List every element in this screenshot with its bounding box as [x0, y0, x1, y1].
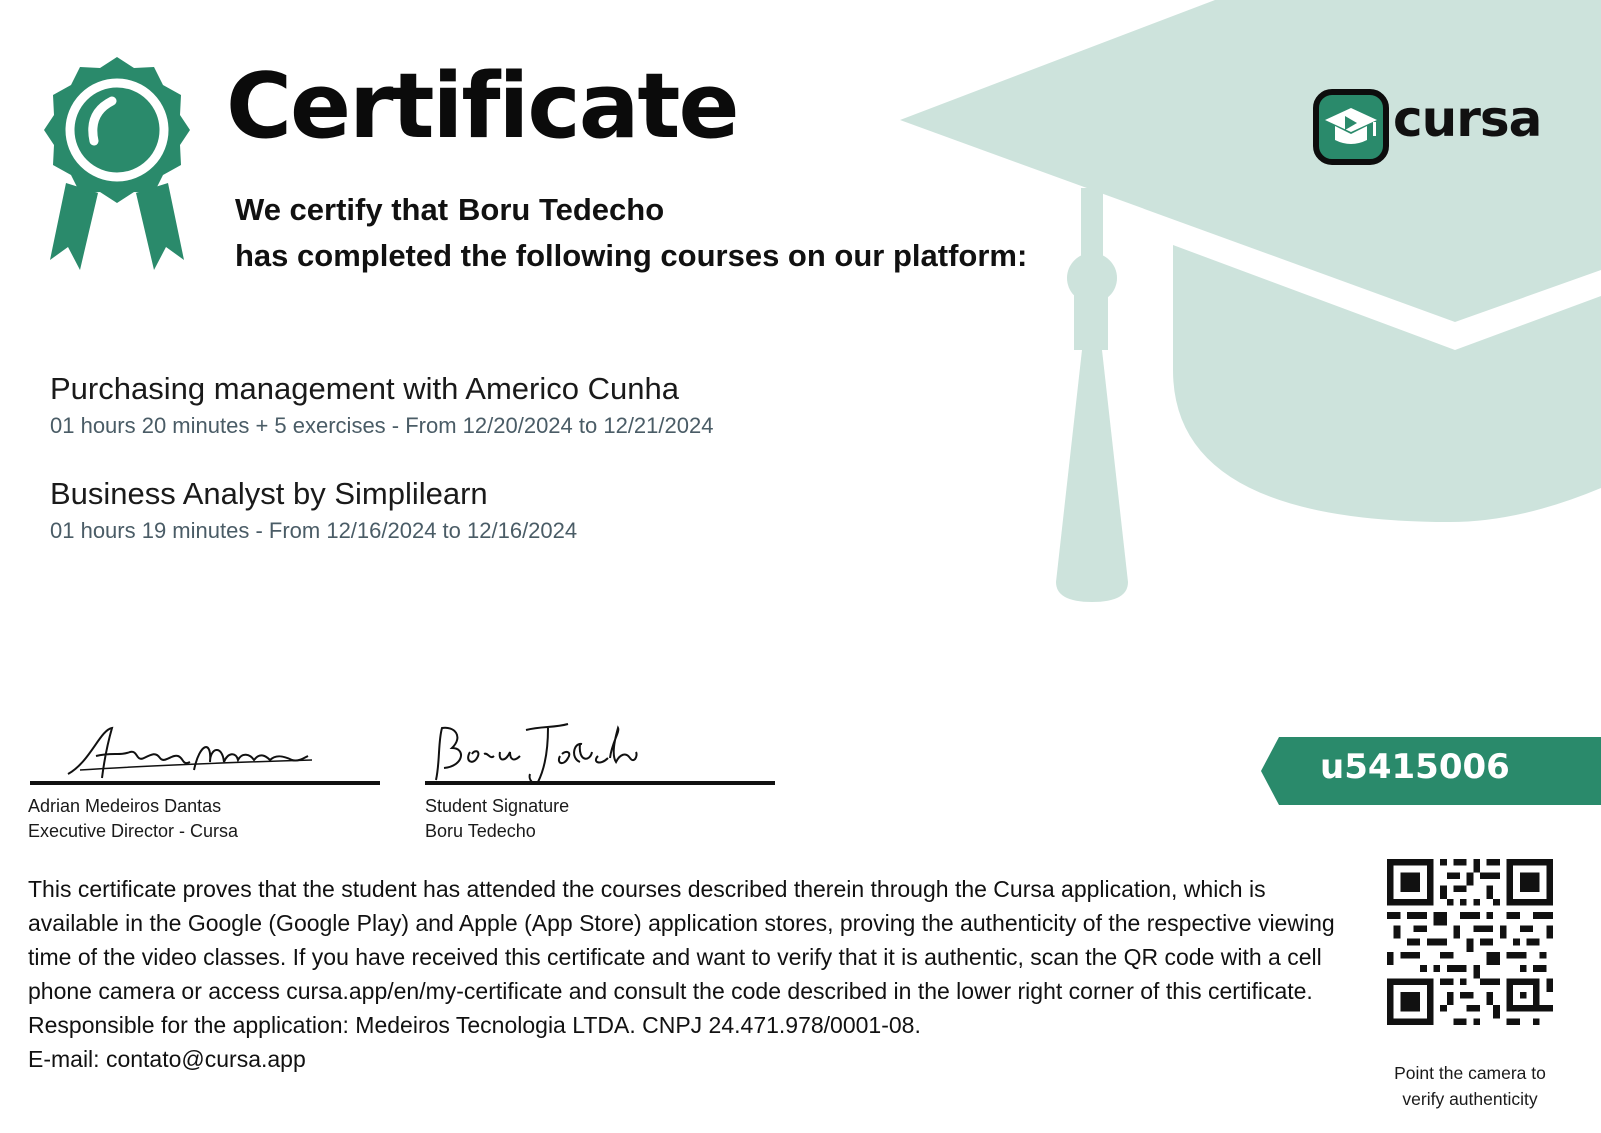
course-details: 01 hours 19 minutes - From 12/16/2024 to 12/16/2024 [50, 518, 578, 544]
certificate-title: Certificate [226, 54, 738, 159]
student-signature-image [430, 722, 640, 788]
course-item [50, 475, 577, 544]
student-signature-line [425, 781, 775, 785]
qr-caption-line: verify authenticity [1402, 1089, 1538, 1109]
student-signature-name: Boru Tedecho [425, 821, 536, 841]
director-name: Adrian Medeiros Dantas [28, 796, 222, 816]
course-details: 01 hours 20 minutes + 5 exercises - From 12/20/2024 to 12/21/2024 [50, 413, 714, 439]
student-signature-label: Student Signature [425, 796, 570, 816]
contact-email: E-mail: contato@cursa.app [28, 1046, 306, 1072]
award-ribbon-icon [44, 55, 190, 273]
course-name: Purchasing management with Americo Cunha [50, 371, 679, 406]
verification-code: u5415006 [1320, 747, 1510, 787]
qr-caption-line: Point the camera to [1394, 1063, 1546, 1083]
qr-code[interactable] [1387, 859, 1553, 1025]
certificate-disclaimer [28, 872, 1348, 1076]
disclaimer-paragraph: This certificate proves that the student has attended the courses described therein through the Cursa application, which is available in the Google (Google Play) and Apple (App Store) application stores, proving the authenticity of the respective viewing time of the video classes. If you have received this certificate and want to verify that it is authentic, scan the QR code with a cell phone camera or access cursa.app/en/my-certificate and consult the code described in the lower right corner of this certificate. [28, 876, 1335, 1004]
certify-prefix: We certify that [235, 192, 449, 227]
student-signature-caption [425, 794, 569, 844]
qr-caption [1360, 1060, 1580, 1112]
course-item [50, 370, 713, 439]
director-signature-image [60, 722, 320, 784]
director-role: Executive Director - Cursa [28, 821, 239, 841]
completed-statement: has completed the following courses on our platform: [235, 238, 1028, 273]
course-name: Business Analyst by Simplilearn [50, 476, 488, 511]
director-signature-caption [28, 794, 238, 844]
cursa-logo [1313, 88, 1542, 168]
certify-statement [235, 190, 664, 230]
director-signature-line [30, 781, 380, 785]
brand-name: cursa [1393, 90, 1542, 148]
student-name: Boru Tedecho [458, 192, 665, 227]
responsible-company: Responsible for the application: Medeiros Tecnologia LTDA. CNPJ 24.471.978/0001-08. [28, 1012, 921, 1038]
